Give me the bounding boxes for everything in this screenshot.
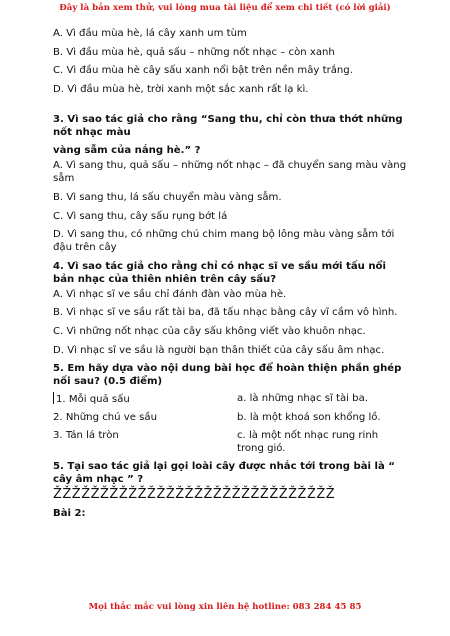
option-c: C. Vì những nốt nhạc của cây sấu không viết vào khuôn nhạc. [53,325,366,337]
question-4 [53,260,408,357]
matching-table [53,392,408,460]
preview-notice-banner: Đây là bản xem thử, vui lòng mua tài liệu để xem chi tiết (có lời giải) [59,3,391,13]
question-4-title: 4. Vì sao tác giả cho rằng chỉ có nhạc sĩ ve sầu mới tấu nổi bản nhạc của thiên nhiên trên cây sấu? [53,260,386,285]
matching-right-item: a. là những nhạc sĩ tài ba. [237,393,368,405]
option-b: B. Vì sang thu, lá sấu chuyển màu vàng sẫm. [53,191,282,203]
question-6 [53,460,408,520]
question-3 [53,113,408,254]
matching-row [53,411,408,424]
worksheet-content [53,27,408,522]
question-6-title: 5. Tại sao tác giả lại gọi loài cây được nhắc tới trong bài là “ cây âm nhạc ” ? [53,461,395,486]
question-3-title-line2: vàng sẫm của nắng hè.” ? [53,145,201,157]
matching-left-item: 3. Tán lá tròn [53,430,119,442]
matching-right-item: b. là một khoá son khổng lồ. [237,412,381,424]
question-5-title: 5. Em hãy dựa vào nội dung bài học để hoàn thiện phần ghép nối sau? (0.5 điểm) [53,363,402,388]
text-cursor [53,392,54,404]
question-2-options [53,27,408,96]
matching-row [53,429,408,455]
option-b: B. Vì nhạc sĩ ve sầu rất tài ba, đã tấu nhạc bằng cây vĩ cầm vô hình. [53,307,398,319]
option-d: D. Vì sang thu, có những chú chim mang bộ lông màu vàng sẫm tới đậu trên cây [53,229,395,254]
section-heading-bai-2: Bài 2: [53,508,86,520]
option-d: D. Vì nhạc sĩ ve sầu là người bạn thân thiết của cây sấu âm nhạc. [53,344,385,356]
question-3-title-line1: 3. Vì sao tác giả cho rằng “Sang thu, chỉ còn thưa thớt những nốt nhạc màu [53,114,403,139]
option-b: B. Vì đầu mùa hè, quả sấu – những nốt nhạc – còn xanh [53,46,335,58]
matching-right-item: c. là một nốt nhạc rung rinh trong gió. [237,430,379,455]
option-c: C. Vì đầu mùa hè cây sấu xanh nổi bật trên nền mây trắng. [53,65,353,77]
answer-line: ŽŽŽŽŽŽŽŽŽŽŽŽŽŽŽŽŽŽŽŽŽŽŽŽŽŽŽŽŽŽ [53,487,336,503]
hotline-footer-banner: Mọi thắc mắc vui lòng xin liên hệ hotline: 083 284 45 85 [88,602,362,612]
option-a: A. Vì sang thu, quả sấu – những nốt nhạc – đã chuyển sang màu vàng sẫm [53,160,407,185]
option-d: D. Vì đầu mùa hè, trời xanh một sắc xanh rất lạ kì. [53,83,309,95]
matching-row [53,392,408,406]
option-c: C. Vì sang thu, cây sấu rụng bớt lá [53,210,228,222]
question-5 [53,362,408,460]
matching-left-item: 1. Mỗi quả sấu [56,394,130,406]
option-a: A. Vì đầu mùa hè, lá cây xanh um tùm [53,28,247,39]
matching-left-item: 2. Những chú ve sầu [53,412,157,424]
option-a: A. Vì nhạc sĩ ve sầu chỉ đánh đàn vào mùa hè. [53,288,287,300]
